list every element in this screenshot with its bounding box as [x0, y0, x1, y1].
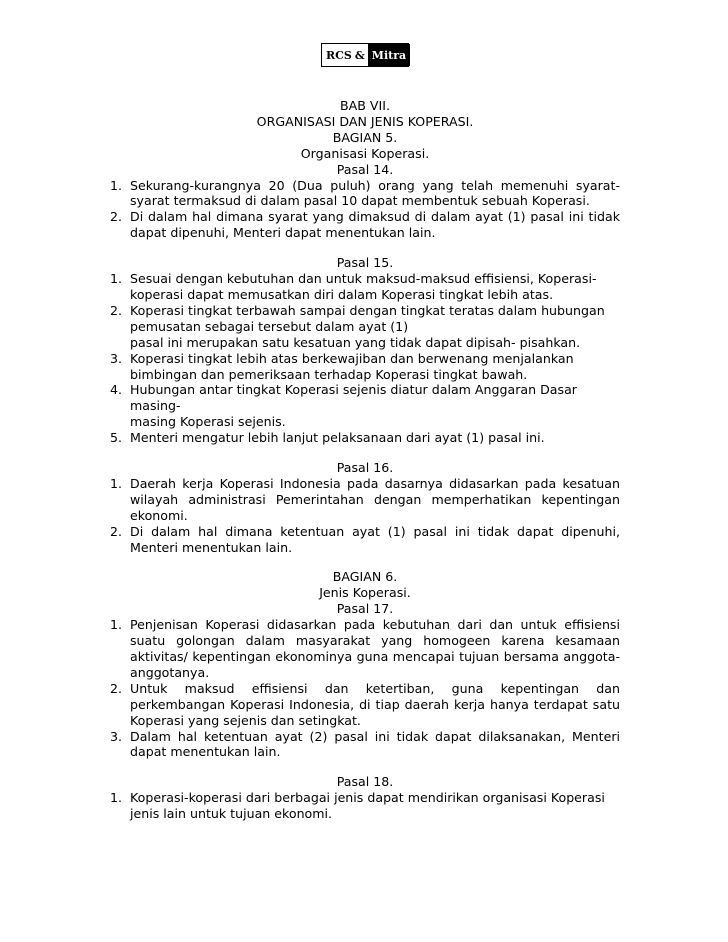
list-item	[110, 617, 620, 681]
list-item	[110, 382, 620, 430]
item-number: 2.	[110, 302, 123, 318]
item-number: 1.	[110, 177, 123, 193]
pasal-18-title: Pasal 18.	[336, 774, 394, 790]
item-number: 3.	[110, 728, 123, 744]
pasal-14-list	[110, 178, 620, 242]
item-number: 1.	[110, 790, 123, 806]
pasal-16-title: Pasal 16.	[336, 460, 394, 476]
item-line: Sesuai dengan kebutuhan dan untuk maksud-maksud effisiensi, Koperasi-	[130, 271, 597, 287]
logo-right-text: Mitra	[368, 44, 410, 66]
list-item	[110, 351, 620, 383]
list-item	[110, 303, 620, 351]
item-text: Di dalam hal dimana ketentuan ayat (1) pasal ini tidak dapat dipenuhi, Menteri menentukan lain.	[130, 523, 620, 555]
item-text: Penjenisan Koperasi didasarkan pada kebutuhan dari dan untuk effisiensi suatu golongan dalam masyarakat yang homogeen karena kesamaan aktivitas/ kepentingan ekonominya guna mencapai tujuan bersama anggota-anggotanya.	[130, 617, 620, 680]
list-item	[110, 476, 620, 524]
item-line: Koperasi tingkat terbawah sampai dengan tingkat teratas dalam hubungan	[130, 302, 605, 318]
item-text: Dalam hal ketentuan ayat (2) pasal ini tidak dapat dilaksanakan, Menteri dapat menentukan lain.	[130, 728, 620, 760]
pasal-15-title: Pasal 15.	[336, 255, 394, 271]
item-number: 1.	[110, 617, 123, 633]
list-item	[110, 681, 620, 729]
item-number: 4.	[110, 382, 123, 398]
pasal-18-list	[110, 790, 620, 822]
logo-ampersand: &	[354, 48, 365, 62]
item-line: masing Koperasi sejenis.	[130, 414, 286, 430]
item-number: 1.	[110, 475, 123, 491]
item-line: koperasi dapat memusatkan diri dalam Koperasi tingkat lebih atas.	[130, 286, 554, 302]
item-number: 2.	[110, 523, 123, 539]
list-item	[110, 524, 620, 556]
item-line: bimbingan dan pemeriksaan terhadap Koperasi tingkat bawah.	[130, 366, 528, 382]
list-item	[110, 430, 620, 446]
list-item	[110, 209, 620, 241]
section-5-title: Organisasi Koperasi.	[300, 145, 430, 161]
item-line: Koperasi-koperasi dari berbagai jenis dapat mendirikan organisasi Koperasi	[130, 790, 605, 806]
chapter-heading: BAB VII.	[340, 98, 390, 113]
logo-left-text: RCS	[326, 48, 352, 62]
item-number: 2.	[110, 209, 123, 225]
item-line: pemusatan sebagai tersebut dalam ayat (1)	[130, 318, 409, 334]
item-line: Koperasi tingkat lebih atas berkewajiban dan berwenang menjalankan	[130, 350, 574, 366]
list-item	[110, 790, 620, 822]
item-text: Sekurang-kurangnya 20 (Dua puluh) orang yang telah memenuhi syarat-syarat termaksud di dalam pasal 10 dapat membentuk sebuah Koperasi.	[130, 177, 620, 209]
rcs-mitra-logo	[321, 43, 409, 67]
list-item	[110, 271, 620, 303]
item-line: jenis lain untuk tujuan ekonomi.	[130, 806, 333, 822]
item-number: 1.	[110, 271, 123, 287]
item-text: Daerah kerja Koperasi Indonesia pada dasarnya didasarkan pada kesatuan wilayah administrasi Pemerintahan dengan memperhatikan kepentingan ekonomi.	[130, 475, 620, 523]
item-line: pasal ini merupakan satu kesatuan yang tidak dapat dipisah- pisahkan.	[130, 334, 581, 350]
item-number: 2.	[110, 680, 123, 696]
item-line: Hubungan antar tingkat Koperasi sejenis diatur dalam Anggaran Dasar masing-	[130, 382, 577, 414]
document-page	[110, 98, 620, 822]
item-line: Menteri mengatur lebih lanjut pelaksanaan dari ayat (1) pasal ini.	[130, 430, 545, 446]
pasal-16-list	[110, 476, 620, 556]
section-6-heading: BAGIAN 6.	[332, 569, 398, 585]
item-number: 3.	[110, 350, 123, 366]
item-number: 5.	[110, 430, 123, 446]
item-text: Di dalam hal dimana syarat yang dimaksud di dalam ayat (1) pasal ini tidak dapat dipenuhi, Menteri dapat menentukan lain.	[130, 209, 620, 241]
section-5-heading: BAGIAN 5.	[332, 129, 398, 145]
list-item	[110, 178, 620, 210]
list-item	[110, 729, 620, 761]
pasal-17-list	[110, 617, 620, 760]
pasal-17-title: Pasal 17.	[336, 601, 394, 617]
section-6-title: Jenis Koperasi.	[319, 585, 411, 601]
item-text: Untuk maksud effisiensi dan ketertiban, guna kepentingan dan perkembangan Koperasi Indonesia, di tiap daerah kerja hanya terdapat satu Koperasi yang sejenis dan setingkat.	[130, 680, 620, 728]
chapter-title: ORGANISASI DAN JENIS KOPERASI.	[256, 113, 474, 129]
pasal-14-title: Pasal 14.	[336, 161, 394, 177]
pasal-15-list	[110, 271, 620, 446]
